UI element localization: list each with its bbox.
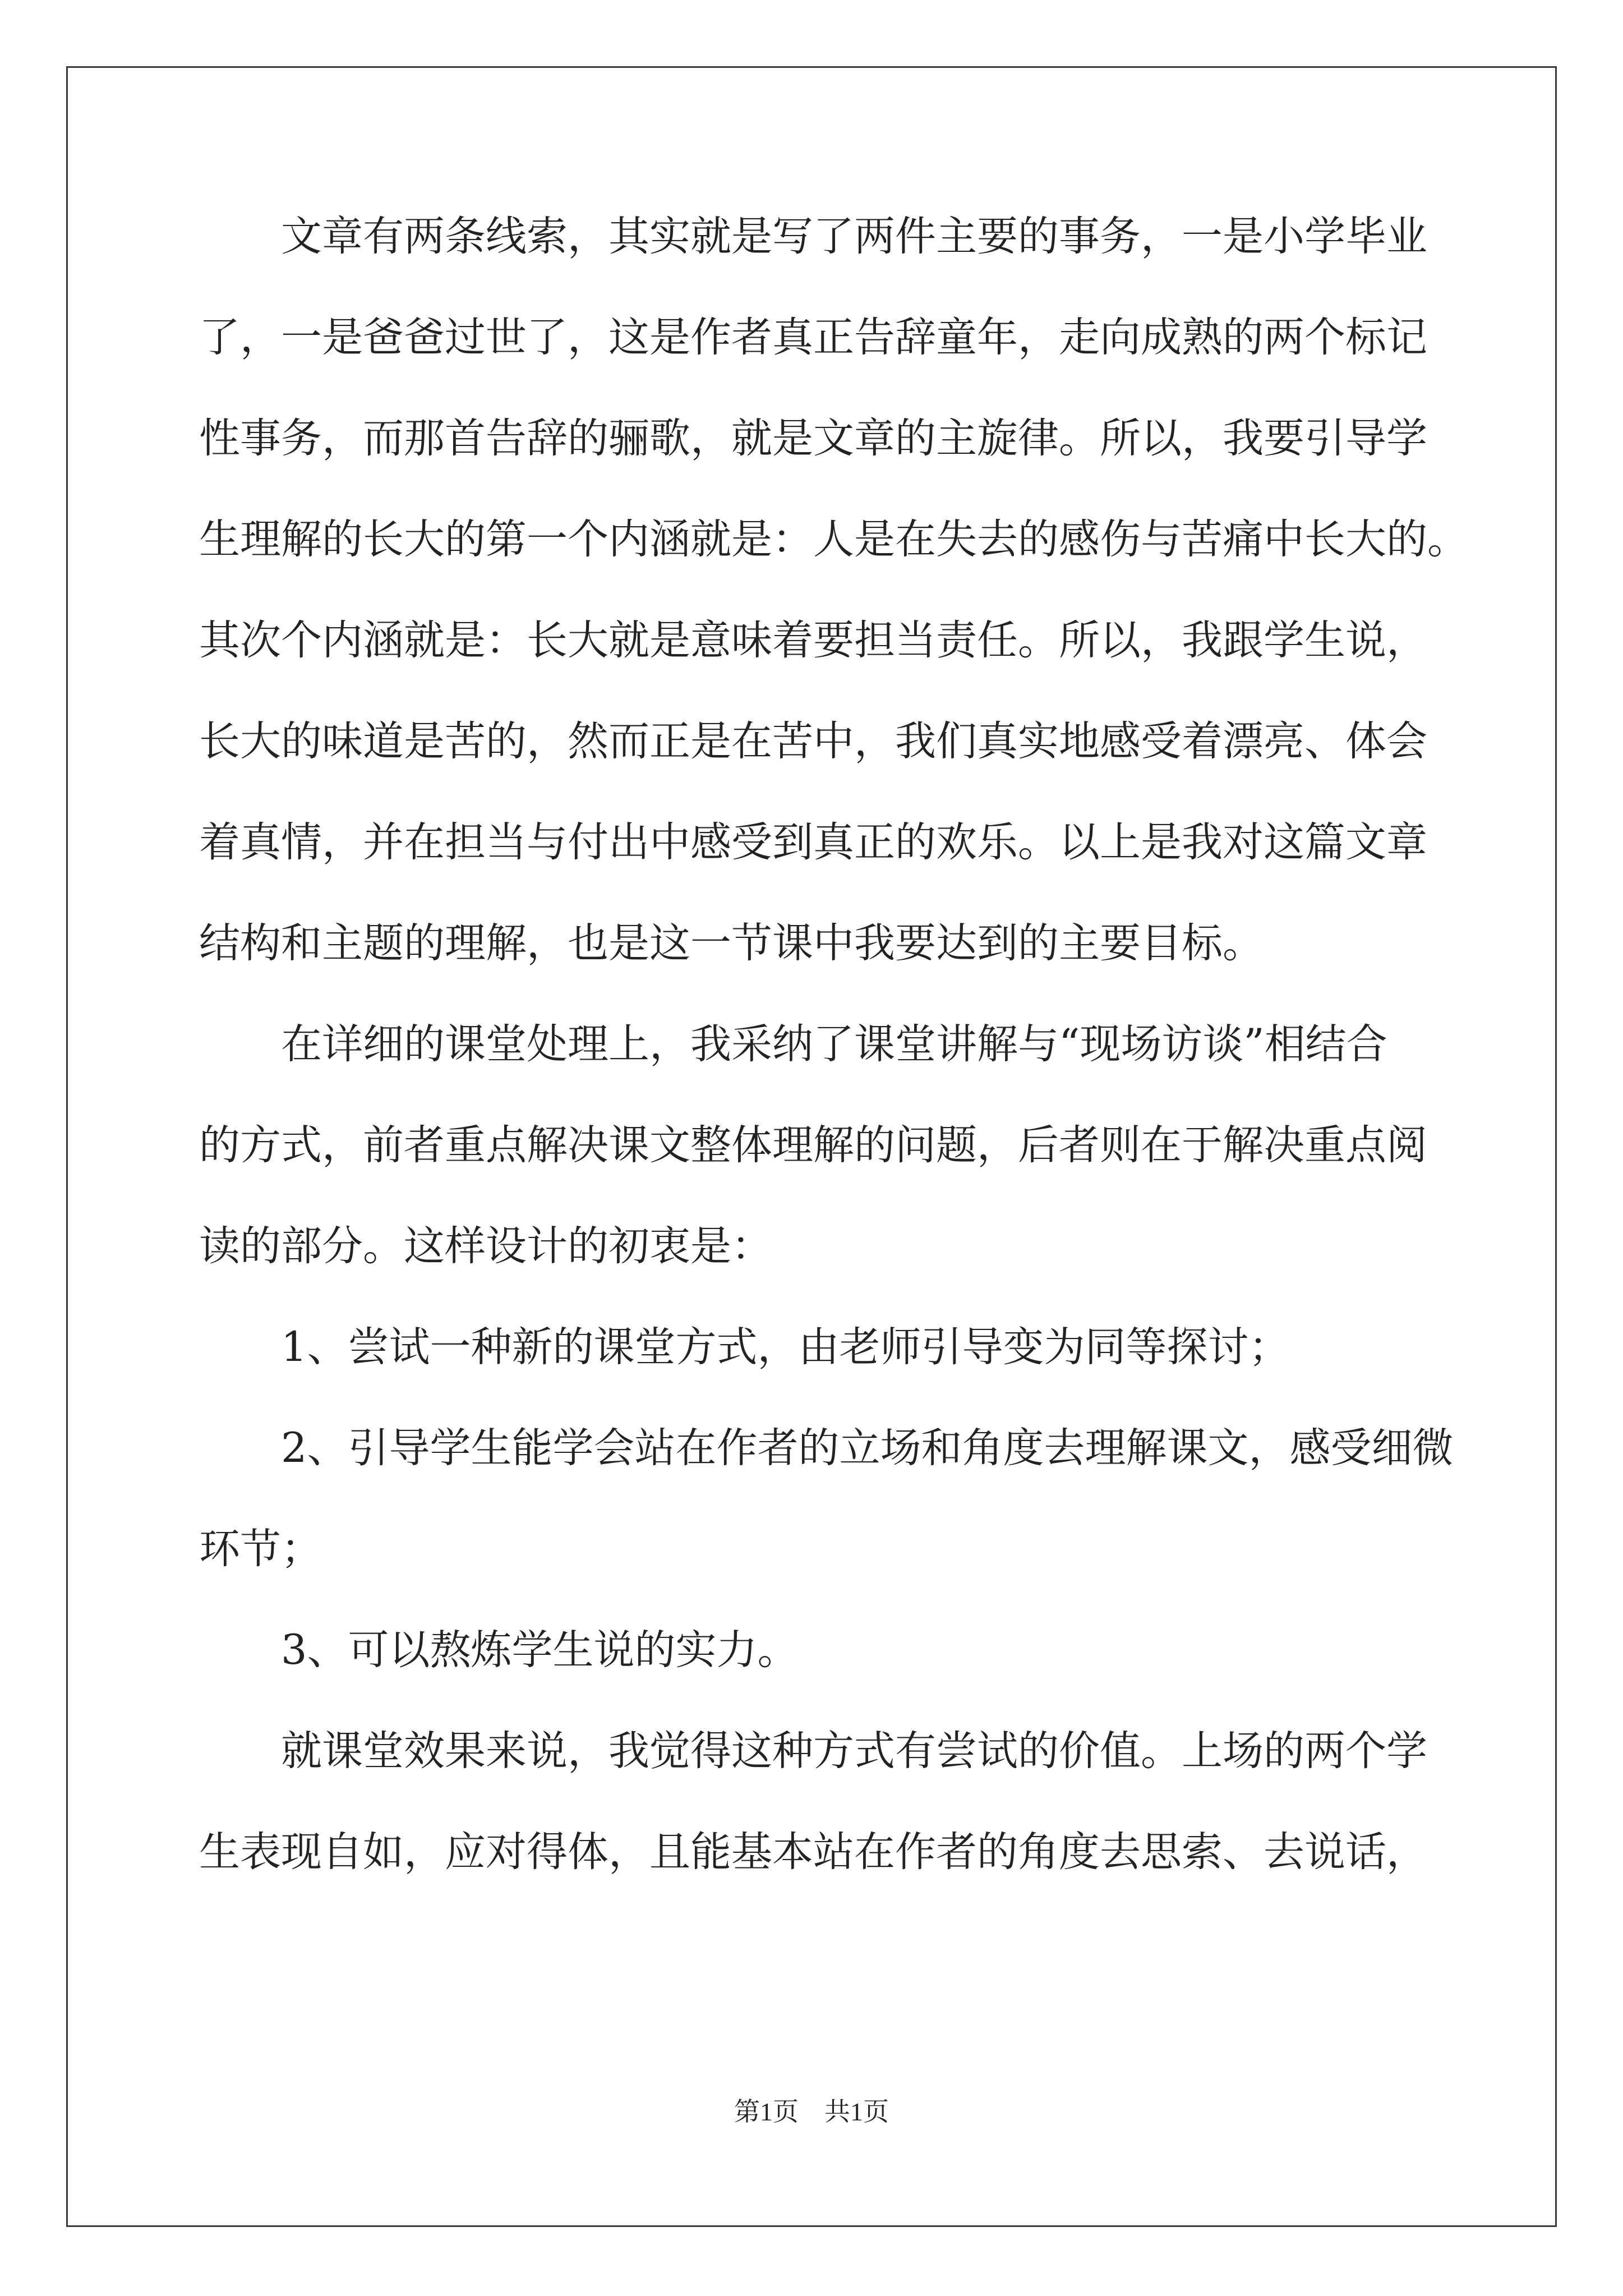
list-item-line: 3、可以熬炼学生说的实力。 [281,1626,799,1674]
paragraph-line: 了，一是爸爸过世了，这是作者真正告辞童年，走向成熟的两个标记 [199,314,1427,361]
paragraph-line: 结构和主题的理解，也是这一节课中我要达到的主要目标。 [199,919,1264,967]
paragraph-line: 性事务，而那首告辞的骊歌，就是文章的主旋律。所以，我要引导学 [199,415,1427,462]
list-item-line: 环节； [199,1525,322,1573]
page-number-footer: 第1页 共1页 [734,2097,889,2126]
paragraph-line: 着真情，并在担当与付出中感受到真正的欢乐。以上是我对这篇文章 [199,818,1427,866]
paragraph-line: 读的部分。这样设计的初衷是： [199,1222,772,1270]
paragraph-line: 生理解的长大的第一个内涵就是：人是在失去的感伤与苦痛中长大的。 [199,516,1468,563]
paragraph-line: 在详细的课堂处理上，我采纳了课堂讲解与“现场访谈”相结合 [281,1020,1387,1068]
list-item-line: 1、尝试一种新的课堂方式，由老师引导变为同等探讨； [281,1323,1290,1371]
paragraph-line: 长大的味道是苦的，然而正是在苦中，我们真实地感受着漂亮、体会 [199,717,1427,765]
paragraph-line: 文章有两条线索，其实就是写了两件主要的事务，一是小学毕业 [281,213,1427,260]
paragraph-line: 生表现自如，应对得体，且能基本站在作者的角度去思索、去说话， [199,1828,1427,1876]
paragraph-line: 的方式，前者重点解决课文整体理解的问题，后者则在于解决重点阅 [199,1121,1427,1169]
paragraph-line: 其次个内涵就是：长大就是意味着要担当责任。所以，我跟学生说， [199,616,1427,664]
paragraph-line: 就课堂效果来说，我觉得这种方式有尝试的价值。上场的两个学 [281,1727,1427,1775]
list-item-line: 2、引导学生能学会站在作者的立场和角度去理解课文，感受细微 [281,1424,1454,1472]
